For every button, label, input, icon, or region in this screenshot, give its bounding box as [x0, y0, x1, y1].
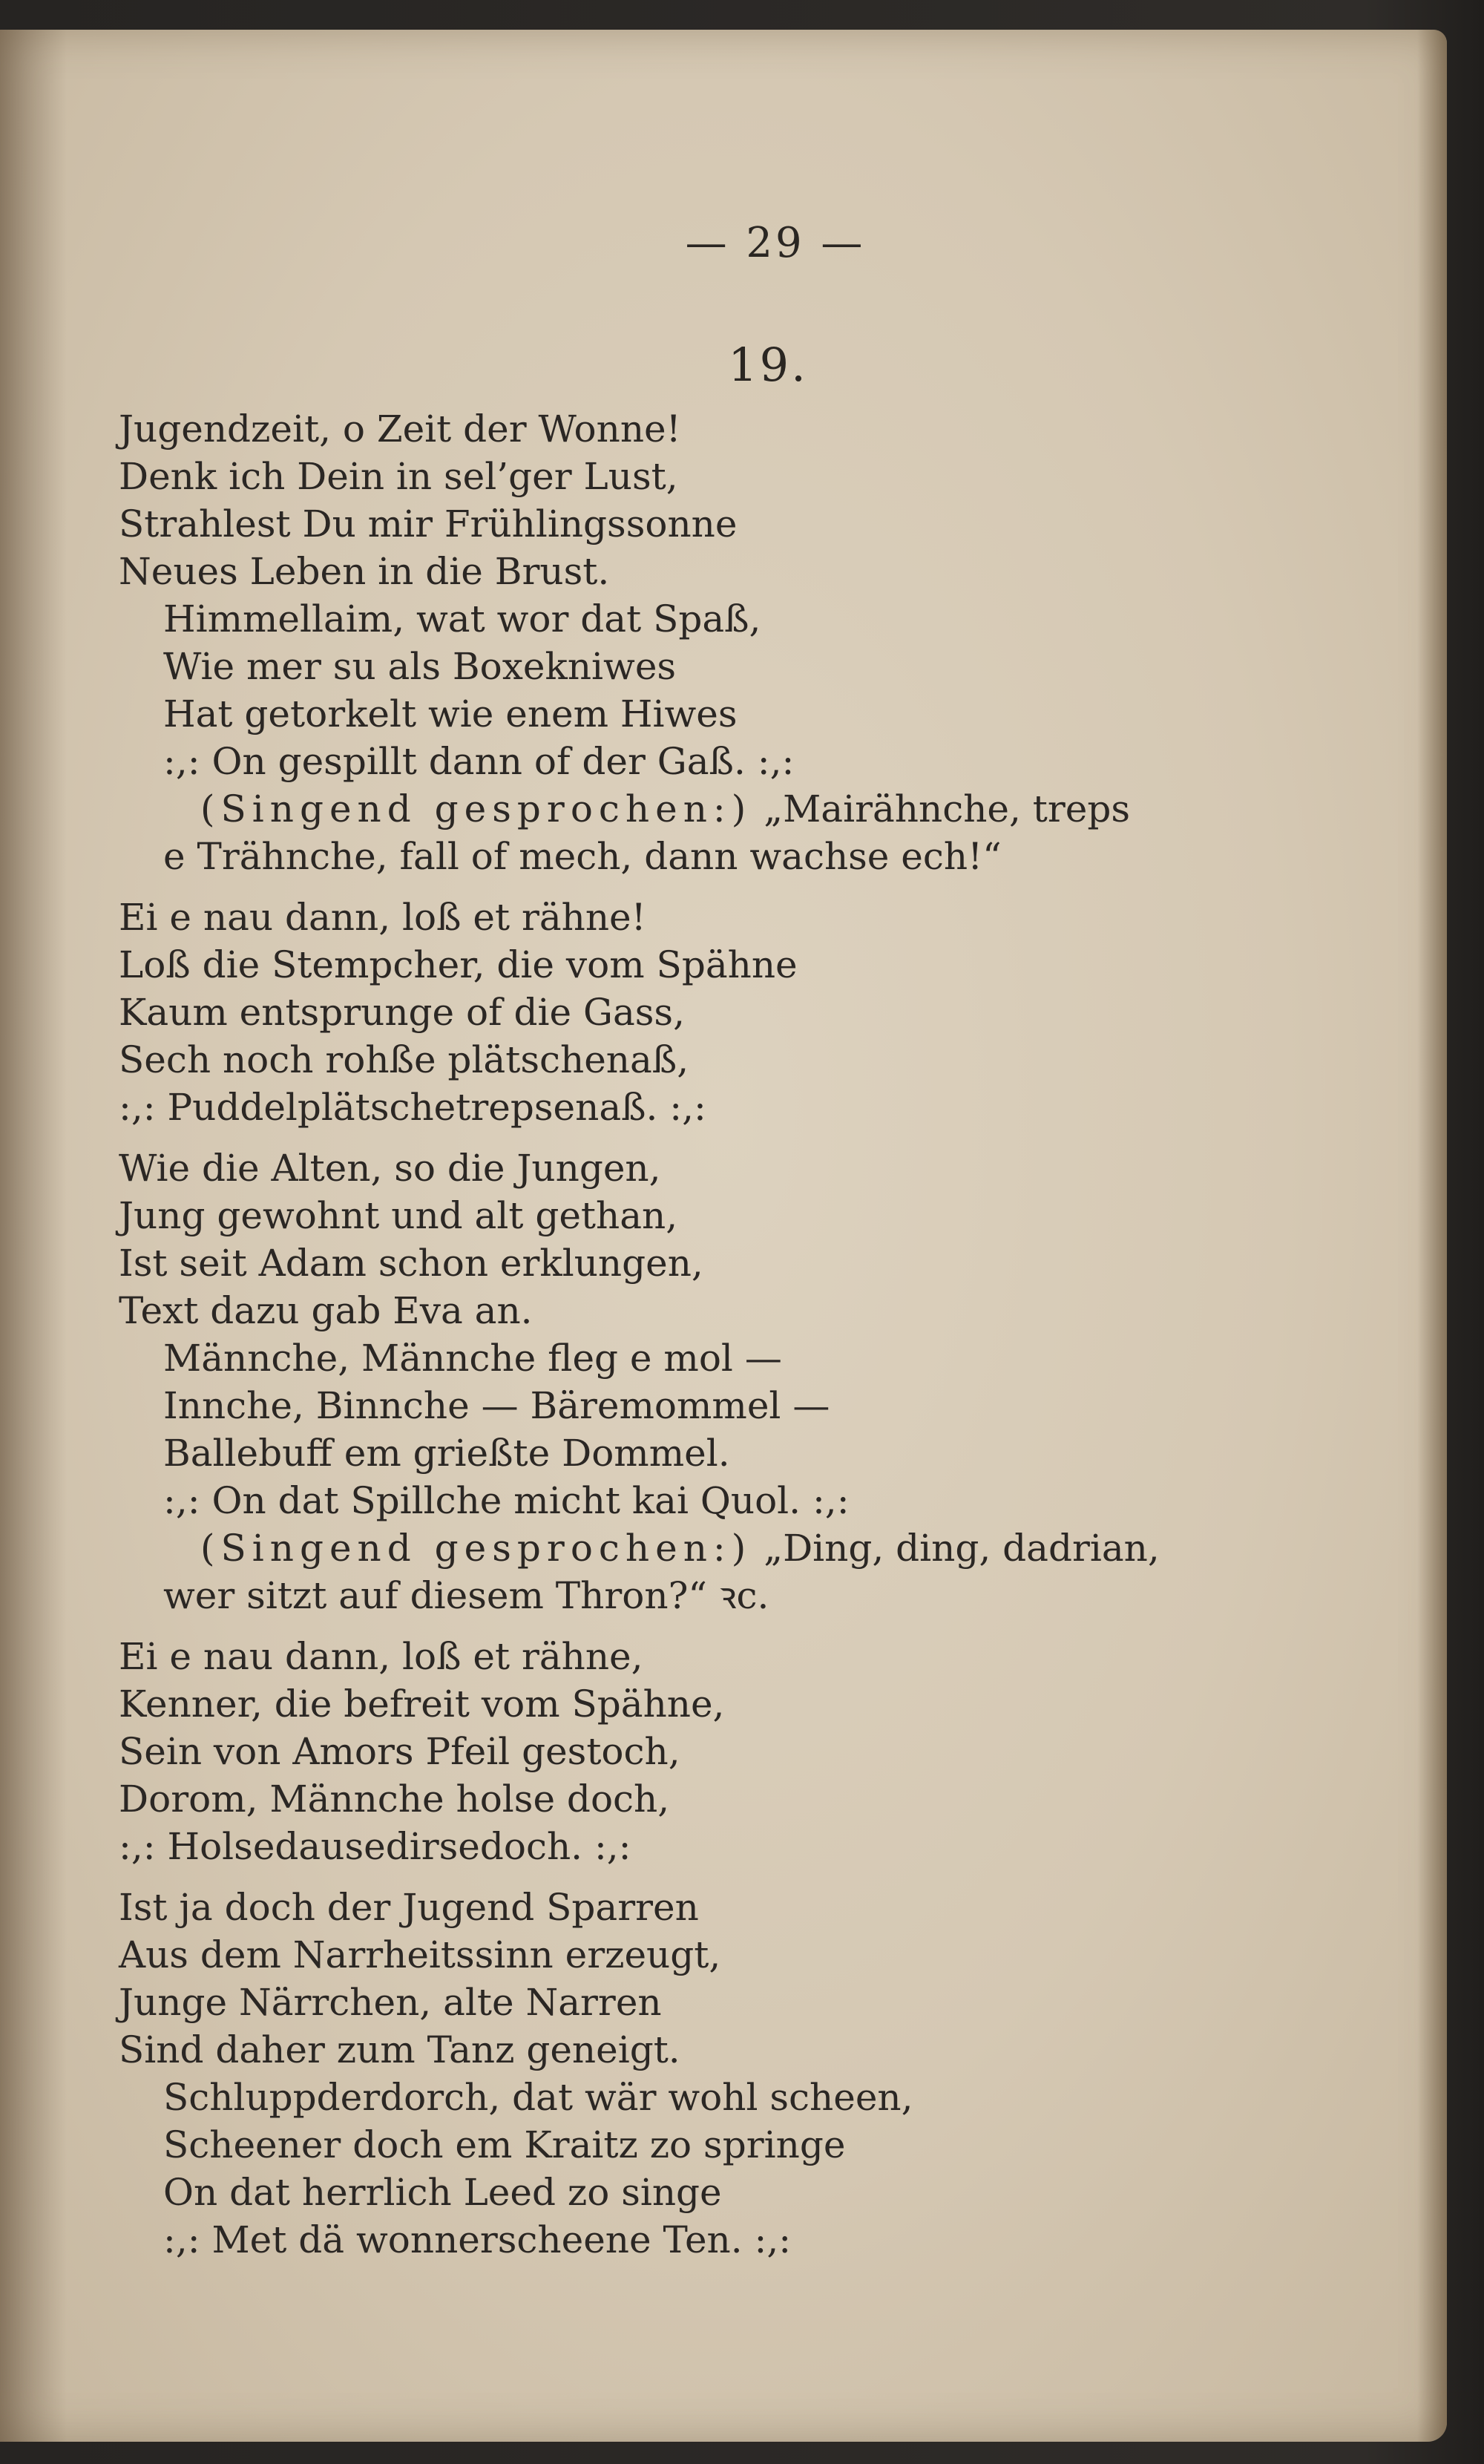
verse-line-refrain: :,: On gespillt dann of der Gaß. :,:	[163, 740, 795, 783]
verse-line-refrain: :,: On dat Spillche micht kai Quol. :,:	[163, 1479, 850, 1522]
verse-line: Loß die Stempcher, die vom Spähne	[119, 943, 798, 986]
verse-line: Sech noch rohße plätschenaß,	[119, 1038, 689, 1081]
verse-line: Wie die Alten, so die Jungen,	[119, 1147, 661, 1190]
verse-line: Ei e nau dann, loß et rähne,	[119, 1635, 643, 1678]
spoken-continuation: e Trähnche, fall of mech, dann wachse ech!“	[163, 835, 1002, 878]
verse-line: Sind daher zum Tanz geneigt.	[119, 2028, 680, 2071]
song-number: 19.	[728, 338, 808, 392]
verse-line: Dorom, Männche holse doch,	[119, 1777, 670, 1821]
verse-line: Jung gewohnt und alt gethan,	[119, 1194, 678, 1237]
verse-line: On dat herrlich Leed zo singe	[163, 2171, 722, 2214]
spoken-label: (Singend gesprochen:)	[200, 1527, 752, 1570]
verse-line: Innche, Binnche — Bäremommel —	[163, 1384, 830, 1427]
verse-line: Neues Leben in die Brust.	[119, 550, 610, 593]
spoken-continuation: wer sitzt auf diesem Thron?“ ꝛc.	[163, 1574, 769, 1617]
verse-line-refrain: :,: Met dä wonnerscheene Ten. :,:	[163, 2218, 792, 2261]
stanza-4	[119, 1633, 1395, 1870]
verse-line: Aus dem Narrheitssinn erzeugt,	[119, 1933, 721, 1976]
spoken-text: „Ding, ding, dadrian,	[764, 1527, 1160, 1570]
verse-line: Schluppderdorch, dat wär wohl scheen,	[163, 2076, 913, 2119]
verse-line-refrain: :,: Holsedausedirsedoch. :,:	[119, 1825, 631, 1868]
verse-line: Jugendzeit, o Zeit der Wonne!	[119, 407, 681, 450]
verse-line-refrain: :,: Puddelplätschetrepsenaß. :,:	[119, 1086, 706, 1129]
verse-line: Kenner, die befreit vom Spähne,	[119, 1682, 725, 1726]
verse-line: Strahlest Du mir Frühlingssonne	[119, 502, 738, 545]
stanza-2	[119, 894, 1395, 1131]
verse-line: Ist seit Adam schon erklungen,	[119, 1242, 703, 1285]
verse-line: Ei e nau dann, loß et rähne!	[119, 896, 646, 939]
verse-line: Wie mer su als Boxekniwes	[163, 645, 677, 688]
spoken-text: „Mairähnche, treps	[764, 787, 1131, 830]
stanza-5	[119, 1884, 1395, 2264]
spoken-line	[119, 1524, 1395, 1572]
spoken-label: (Singend gesprochen:)	[200, 787, 752, 830]
verse-line: Ist ja doch der Jugend Sparren	[119, 1886, 699, 1929]
verse-line: Ballebuff em grießte Dommel.	[163, 1432, 730, 1475]
spoken-line	[119, 785, 1395, 833]
verse-line: Denk ich Dein in sel’ger Lust,	[119, 455, 678, 498]
poem	[119, 405, 1395, 2277]
stanza-1	[119, 405, 1395, 880]
verse-line: Junge Närrchen, alte Narren	[119, 1981, 662, 2024]
page-number: — 29 —	[685, 219, 866, 267]
verse-line: Scheener doch em Kraitz zo springe	[163, 2123, 846, 2166]
book-page	[0, 30, 1447, 2442]
verse-line: Sein von Amors Pfeil gestoch,	[119, 1730, 680, 1773]
verse-line: Männche, Männche fleg e mol —	[163, 1337, 782, 1380]
verse-line: Kaum entsprunge of die Gass,	[119, 991, 685, 1034]
stanza-3	[119, 1144, 1395, 1619]
verse-line: Hat getorkelt wie enem Hiwes	[163, 692, 738, 735]
verse-line: Text dazu gab Eva an.	[119, 1289, 533, 1332]
verse-line: Himmellaim, wat wor dat Spaß,	[163, 597, 761, 640]
